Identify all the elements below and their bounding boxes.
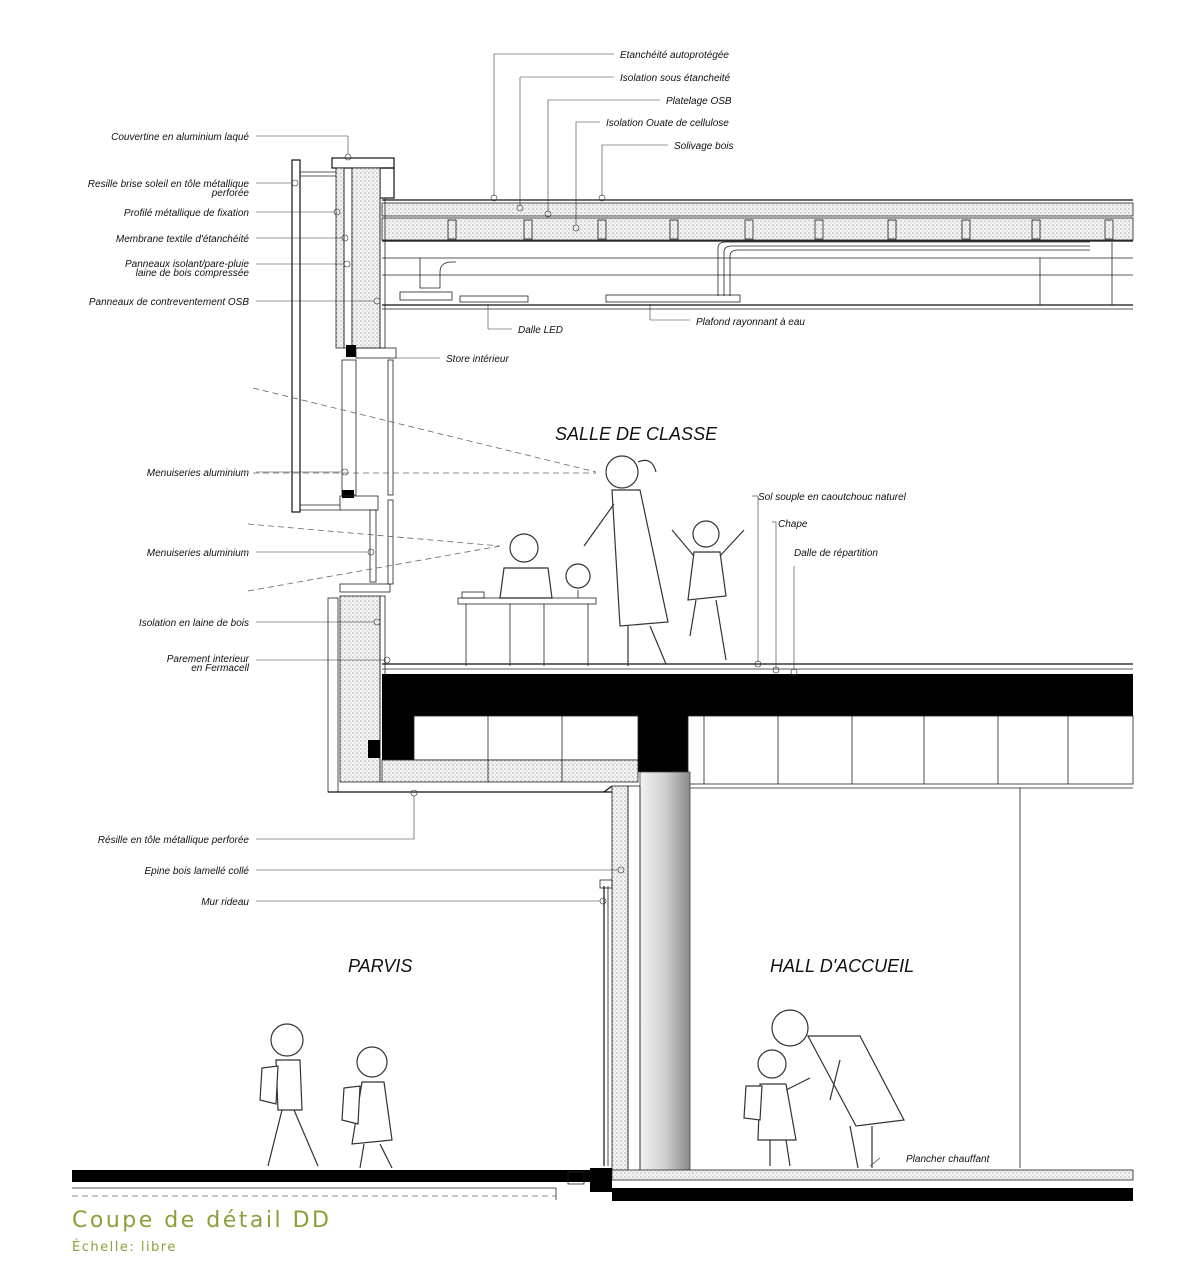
label-plancher: Plancher chauffant xyxy=(906,1154,990,1165)
room-hall: HALL D'ACCUEIL xyxy=(770,956,915,976)
label-solivage: Solivage bois xyxy=(674,141,734,152)
label-menuiseries-1: Menuiseries aluminium xyxy=(146,468,249,479)
label-resille-line1: Resille brise soleil en tôle métallique xyxy=(87,179,249,190)
label-profile: Profilé métallique de fixation xyxy=(123,208,249,219)
classroom-figures xyxy=(458,456,744,666)
label-resille-tole: Résille en tôle métallique perforée xyxy=(97,835,249,846)
label-epine: Epine bois lamellé collé xyxy=(144,866,249,877)
label-plafond: Plafond rayonnant à eau xyxy=(696,317,805,328)
room-parvis: PARVIS xyxy=(348,956,413,976)
label-platelage: Platelage OSB xyxy=(666,96,732,107)
label-ouate: Isolation Ouate de cellulose xyxy=(606,118,729,129)
label-dalle-led: Dalle LED xyxy=(518,325,564,336)
top-label-group xyxy=(446,50,991,1165)
label-dalle-repartition: Dalle de répartition xyxy=(794,548,878,559)
upper-facade xyxy=(292,158,396,592)
label-etancheite: Etanchéité autoprotégée xyxy=(620,50,729,61)
label-chape: Chape xyxy=(778,519,808,530)
label-panneaux-line2: laine de bois compressée xyxy=(135,268,249,279)
drawing-title: Coupe de détail DD xyxy=(72,1208,332,1233)
hall-figures xyxy=(744,1010,904,1168)
drawing-scale: Échelle: libre xyxy=(72,1240,177,1255)
parvis-figures xyxy=(260,1024,392,1168)
label-osb: Panneaux de contreventement OSB xyxy=(88,297,249,308)
label-membrane: Membrane textile d'étanchéité xyxy=(115,234,249,245)
ground xyxy=(72,1168,1133,1201)
label-isolation-sous: Isolation sous étancheité xyxy=(620,73,731,84)
label-sol-souple: Sol souple en caoutchouc naturel xyxy=(758,492,906,503)
floor-slab xyxy=(382,664,1133,788)
label-parement-line2: en Fermacell xyxy=(191,663,249,674)
label-panneaux-line1: Panneaux isolant/pare-pluie xyxy=(125,259,249,270)
label-resille-line2: perforée xyxy=(211,188,249,199)
label-store: Store intérieur xyxy=(446,354,509,365)
label-couvertine: Couvertine en aluminium laqué xyxy=(111,132,249,143)
label-mur-rideau: Mur rideau xyxy=(201,897,249,908)
roof-assembly xyxy=(382,200,1133,309)
left-leaders xyxy=(256,136,624,904)
left-label-group xyxy=(88,132,250,908)
room-salle-de-classe: SALLE DE CLASSE xyxy=(555,424,718,444)
label-menuiseries-2: Menuiseries aluminium xyxy=(146,548,249,559)
label-parement-line1: Parement interieur xyxy=(166,654,249,665)
label-isolation-laine: Isolation en laine de bois xyxy=(138,618,249,629)
